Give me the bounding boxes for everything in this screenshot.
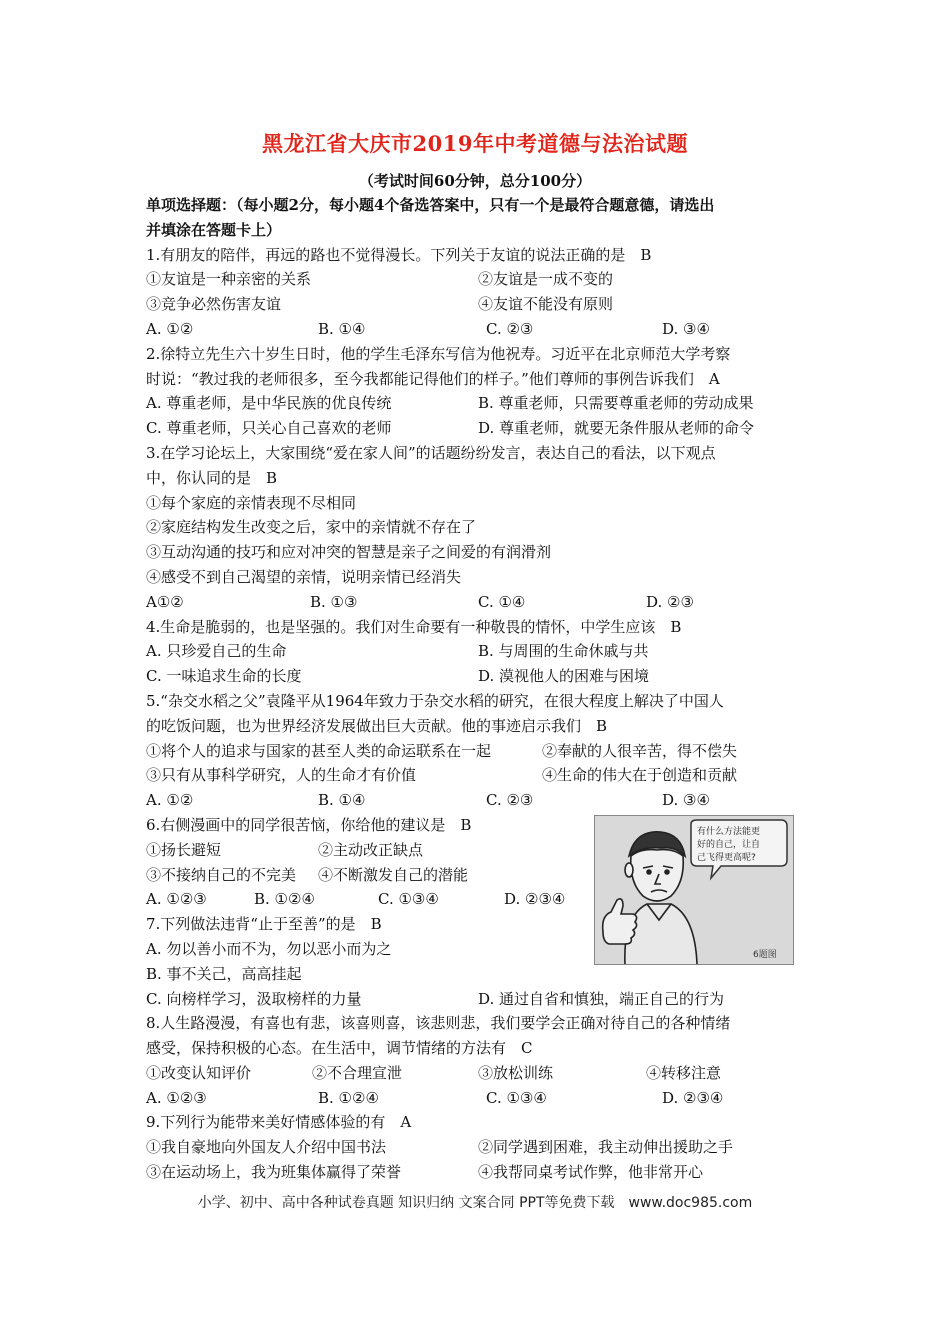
option-row — [146, 739, 816, 764]
question-stem: 3.在学习论坛上，大家围绕“爱在家人间”的话题纷纷发言，表达自己的看法，以下观点 — [146, 443, 716, 462]
option-item: ①扬长避短 — [146, 840, 222, 859]
question-stem: 中，你认同的是 B — [146, 468, 278, 487]
choice-c: C. 尊重老师，只关心自己喜欢的老师 — [146, 419, 392, 438]
answer-choices — [146, 987, 816, 1012]
question-stem: 1.有朋友的陪伴，再远的路也不觉得漫长。下列关于友谊的说法正确的是 B — [146, 245, 652, 264]
page-title: 黑龙江省大庆市2019年中考道德与法治试题 — [262, 131, 688, 156]
answer-choices — [146, 416, 816, 441]
answer-choices — [146, 639, 816, 664]
option-item: ①将个人的追求与国家的甚至人类的命运联系在一起 — [146, 741, 492, 760]
choice-d: D. 漠视他人的困难与困境 — [478, 667, 650, 686]
option-item: ②主动改正缺点 — [318, 840, 424, 859]
option-row — [146, 1061, 816, 1086]
option-item: ④友谊不能没有原则 — [478, 295, 614, 314]
choice-b: B. ①②④ — [254, 890, 315, 909]
bubble-text: 好的自己，让自 — [697, 840, 761, 850]
option-item: ③只有从事科学研究，人的生命才有价值 — [146, 766, 417, 785]
option-row — [146, 292, 816, 317]
choice-b: B. 与周围的生命休戚与共 — [478, 642, 649, 661]
option-item: ④感受不到自己渴望的亲情，说明亲情已经消失 — [146, 567, 462, 586]
choice-d: D. ③④ — [662, 791, 710, 810]
question-stem: 感受，保持积极的心态。在生活中，调节情绪的方法有 C — [146, 1039, 533, 1058]
choice-d: D. ②③④ — [662, 1088, 724, 1107]
answer-choices — [146, 590, 816, 615]
choice-a: A. 尊重老师，是中华民族的优良传统 — [146, 394, 392, 413]
option-item: ②奉献的人很辛苦，得不偿失 — [542, 741, 738, 760]
choice-a: A. ①② — [146, 319, 194, 338]
option-item: ③互动沟通的技巧和应对冲突的智慧是亲子之间爱的有润滑剂 — [146, 543, 552, 562]
answer-choice: B. 事不关己，高高挂起 — [146, 964, 302, 983]
option-item: ③放松训练 — [478, 1063, 554, 1082]
option-item: ③在运动场上，我为班集体赢得了荣誉 — [146, 1163, 402, 1182]
choice-a: A①② — [146, 592, 184, 611]
answer-choice: A. 勿以善小而不为，勿以恶小而为之 — [146, 939, 392, 958]
choice-d: D. ②③④ — [504, 890, 566, 909]
page-footer: 小学、初中、高中各种试卷真题 知识归纳 文案合同 PPT等免费下载 www.doc985.com — [197, 1195, 753, 1211]
choice-c: C. 向榜样学习，汲取榜样的力量 — [146, 989, 362, 1008]
question-stem: 时说：“教过我的老师很多，至今我都能记得他们的样子。”他们尊师的事例告诉我们 A — [146, 369, 720, 388]
choice-b: B. ①③ — [310, 592, 358, 611]
option-row — [146, 267, 816, 292]
option-row — [146, 1135, 816, 1160]
choice-a: A. 只珍爱自己的生命 — [146, 642, 287, 661]
answer-choices — [146, 391, 816, 416]
option-item: ①每个家庭的亲情表现不尽相同 — [146, 493, 357, 512]
option-item: ②同学遇到困难，我主动伸出援助之手 — [478, 1138, 734, 1157]
option-item: ③不接纳自己的不完美 — [146, 865, 297, 884]
comic-drawing — [595, 816, 793, 964]
option-item: ①友谊是一种亲密的关系 — [146, 270, 312, 289]
choice-b: B. ①④ — [318, 791, 366, 810]
question-stem: 的吃饭问题，也为世界经济发展做出巨大贡献。他的事迹启示我们 B — [146, 716, 608, 735]
option-row — [146, 1160, 816, 1185]
choice-d: D. ②③ — [646, 592, 694, 611]
choice-b: B. 尊重老师，只需要尊重老师的劳动成果 — [478, 394, 754, 413]
question-stem: 4.生命是脆弱的，也是坚强的。我们对生命要有一种敬畏的情怀，中学生应该 B — [146, 617, 682, 636]
choice-d: D. ③④ — [662, 319, 710, 338]
choice-c: C. ②③ — [486, 791, 534, 810]
choice-c: C. 一味追求生命的长度 — [146, 667, 302, 686]
choice-c: C. ②③ — [486, 319, 534, 338]
option-item: ②友谊是一成不变的 — [478, 270, 614, 289]
answer-choices — [146, 788, 816, 813]
bubble-text: 有什么方法能更 — [697, 827, 761, 837]
choice-b: B. ①④ — [318, 319, 366, 338]
bubble-text: 己飞得更高呢? — [697, 853, 756, 863]
exam-content — [146, 193, 816, 1185]
choice-d: D. 通过自省和慎独，端正自己的行为 — [478, 989, 725, 1008]
comic-caption: 6题图 — [753, 950, 777, 960]
question-stem: 2.徐特立先生六十岁生日时，他的学生毛泽东写信为他祝寿。习近平在北京师范大学考察 — [146, 344, 731, 363]
choice-a: A. ①② — [146, 791, 194, 810]
option-item: ①改变认知评价 — [146, 1063, 252, 1082]
question-stem: 9.下列行为能带来美好情感体验的有 A — [146, 1113, 412, 1132]
choice-c: C. ①③④ — [378, 890, 439, 909]
question-stem: 7.下列做法违背“止于至善”的是 B — [146, 915, 382, 934]
option-item: ④我帮同桌考试作弊，他非常开心 — [478, 1163, 704, 1182]
answer-choices — [146, 664, 816, 689]
option-item: ①我自豪地向外国友人介绍中国书法 — [146, 1138, 387, 1157]
question-stem: 8.人生路漫漫，有喜也有悲，该喜则喜，该悲则悲，我们要学会正确对待自己的各种情绪 — [146, 1014, 731, 1033]
answer-choices — [146, 317, 816, 342]
option-item: ④不断激发自己的潜能 — [318, 865, 469, 884]
choice-d: D. 尊重老师，就要无条件服从老师的命令 — [478, 419, 755, 438]
choice-a: A. ①②③ — [146, 1088, 207, 1107]
option-item: ④生命的伟大在于创造和贡献 — [542, 766, 738, 785]
question-stem: 5.“杂交水稻之父”袁隆平从1964年致力于杂交水稻的研究，在很大程度上解决了中国人 — [146, 691, 724, 710]
choice-c: C. ①④ — [478, 592, 526, 611]
option-row — [146, 763, 816, 788]
question-stem: 6.右侧漫画中的同学很苦恼，你给他的建议是 B — [146, 815, 472, 834]
comic-illustration — [594, 815, 794, 965]
answer-choices — [146, 1086, 816, 1111]
exam-subtitle: （考试时间60分钟，总分100分） — [358, 172, 592, 190]
instructions-line: 并填涂在答题卡上） — [146, 220, 282, 239]
choice-b: B. ①②④ — [318, 1088, 379, 1107]
choice-c: C. ①③④ — [486, 1088, 547, 1107]
option-item: ③竞争必然伤害友谊 — [146, 295, 282, 314]
option-item: ②家庭结构发生改变之后，家中的亲情就不存在了 — [146, 518, 477, 537]
option-item: ④转移注意 — [646, 1063, 722, 1082]
choice-a: A. ①②③ — [146, 890, 207, 909]
instructions-line: 单项选择题：（每小题2分，每小题4个备选答案中，只有一个是最符合题意德，请选出 — [146, 196, 715, 214]
option-item: ②不合理宣泄 — [312, 1063, 403, 1082]
